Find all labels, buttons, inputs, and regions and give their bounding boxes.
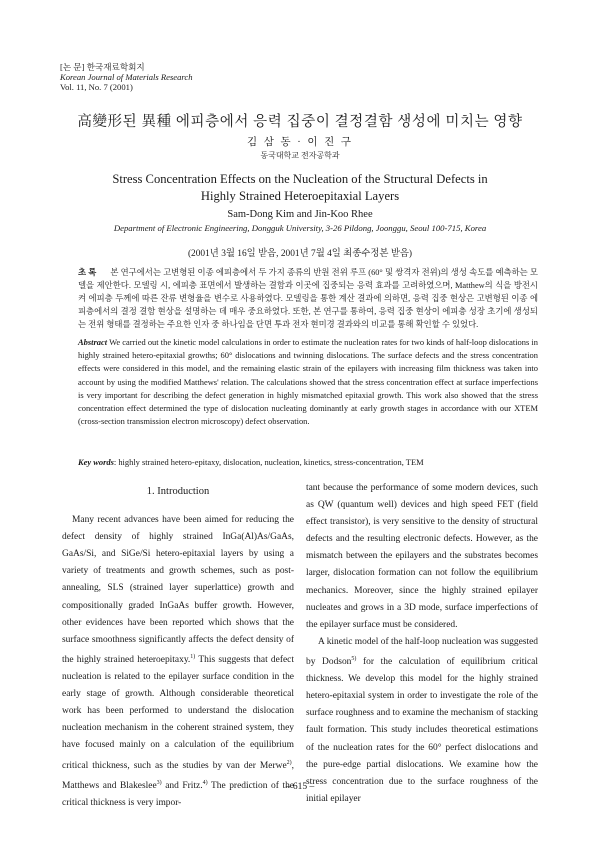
journal-volume: Vol. 11, No. 7 (2001) [60, 82, 133, 92]
keywords [78, 456, 538, 469]
korean-title: 高變形된 異種 에피층에서 응력 집중이 결정결함 생성에 미치는 영향 [77, 114, 523, 130]
korean-abstract-label: 초 록 [78, 268, 97, 277]
intro-paragraph-2: A kinetic model of the half-loop nucleation was suggested by Dodson$^{5)}$ for the calculation of equilibrium critical thickness. We develop this model for the highly strained hetero-epitaxial system in order to investigate the role of the surface roughness and to examine the mechanism of stacking fault formation. This study includes theoretical estimations of the nucleation rates for the 60° perfect dislocations and the pure-edge partial dislocations. We examine how the stress concentration due to the surface roughness of the initial epilayer [306, 636, 538, 804]
page-number: – 615 – [285, 782, 315, 792]
english-title-line1: Stress Concentration Effects on the Nucleation of the Structural Defects in [112, 172, 488, 186]
english-authors: Sam-Dong Kim and Jin-Koo Rhee [227, 209, 373, 220]
english-title-line2: Highly Strained Heteroepitaxial Layers [200, 188, 400, 203]
english-abstract-label: Abstract [78, 337, 108, 347]
left-column [62, 480, 294, 812]
ref-1: 1) [190, 653, 196, 660]
keywords-text: : highly strained hetero-epitaxy, dislocation, nucleation, kinetics, stress-concentration, TEM [113, 457, 424, 467]
ref-5: 5) [351, 655, 357, 662]
intro-paragraph-1: Many recent advances have been aimed for reducing the defect density of highly strained InGa(Al)As/GaAs, GaAs/Si, and SiGe/Si hetero-epitaxial layers by using a variety of treatments and growth schemes, such as post-annealing, SLS (strained layer superlattice) growth and compositionally graded InGaAs buffer growth. However, other evidences have been reported which shows that the surface smoothness significantly affects the defect density of the highly strained heteroepitaxy.$^{1)}$ This suggests that defect nucleation is related to the epilayer surface condition in the early stage of growth. Although considerable theoretical work has been performed to understand the dislocation nucleation mechanism in the coherent strained system, they have focused mainly on a calculation of the equilibrium critical thickness, such as the studies by van der Merwe$^{2)}$, Matthews and Blakeslee$^{3)}$ and Fritz.$^{4)}$ The prediction of the critical thickness is very impor- [62, 515, 294, 809]
journal-header-korean: [논 문] 한국재료학회지 [60, 62, 145, 72]
journal-header [60, 62, 193, 92]
ref-4: 4) [202, 779, 208, 786]
received-dates: (2001년 3월 16일 받음, 2001년 7월 4일 최종수정본 받음) [187, 249, 413, 259]
ref-3: 3) [156, 779, 162, 786]
right-column [306, 480, 538, 808]
ref-2: 2) [286, 759, 292, 766]
english-abstract [78, 336, 538, 428]
journal-header-english: Korean Journal of Materials Research [60, 72, 193, 82]
english-abstract-text: We carried out the kinetic model calculations in order to estimate the nucleation rates for two kinds of half-loop dislocations in highly strained hetero-epitaxial growths; 60° dislocations and twinning dislocations. The surface defects and the stress concentration effects were considered in this model, and the remaining elastic strain of the epilayers with increasing film thickness was taken into account by using the modified Matthews' relation. The calculations showed that the stress concentration effect at surface imperfections is very important for describing the defect generation in highly mismatched epitaxial growth. This work also showed that the stress concentration effect determined the type of dislocation nucleating dominantly at early growth stages in accordance with our XTEM (cross-section transmission electron microscopy) defect observation. [78, 337, 538, 427]
keywords-label: Key words [78, 457, 114, 467]
korean-abstract [78, 266, 538, 331]
korean-affiliation: 동국대학교 전자공학과 [260, 151, 340, 160]
korean-authors: 김 삼 동 · 이 진 구 [246, 137, 354, 148]
intro-paragraph-1-cont: tant because the performance of some modern devices, such as QW (quantum well) devices and high speed FET (field effect transistor), is very sensitive to the density of structural defects and the resulting electronic defects. However, as the mismatch between the epilayers and the substrates becomes larger, dislocation formation can not follow the equilibrium mechanics. Moreover, since the highly strained epilayer nucleates and grows in a 3D mode, surface imperfections of the epilayer surface must be considered. [306, 483, 538, 630]
korean-abstract-text: 본 연구에서는 고변형된 이종 에피층에서 두 가지 종류의 반원 전위 루프 (60° 및 쌍격자 전위)의 생성 속도를 예측하는 모델을 제안한다. 모델링 시, 에피층 표면에서 발생하는 결함과 이곳에 집중되는 응력 효과를 고려하였으며, Matthew의 식을 방전시켜 에피층 두께에 따른 잔류 변형율을 변수로 사용하였다. 모델링을 통한 계산 결과에 의하면, 응력 집중 현상은 고변형된 이종 에피층에서의 결정 결함 현상을 설명하는 데 매우 중요하였다. 또한, 본 연구를 통하여, 응력 집중 현상이 에피층 성장 초기에 생성되는 전위 형태를 결정하는 주요한 인자 중 하나임을 단면 투과 전자 현미경 결과와의 비교를 통해 확인할 수 있었다. [78, 268, 538, 329]
section-heading: 1. Introduction [146, 486, 210, 497]
english-affiliation: Department of Electronic Engineering, Dongguk University, 3-26 Pildong, Joonggu, Seoul 100-715, Korea [113, 223, 487, 233]
english-title [0, 171, 600, 204]
